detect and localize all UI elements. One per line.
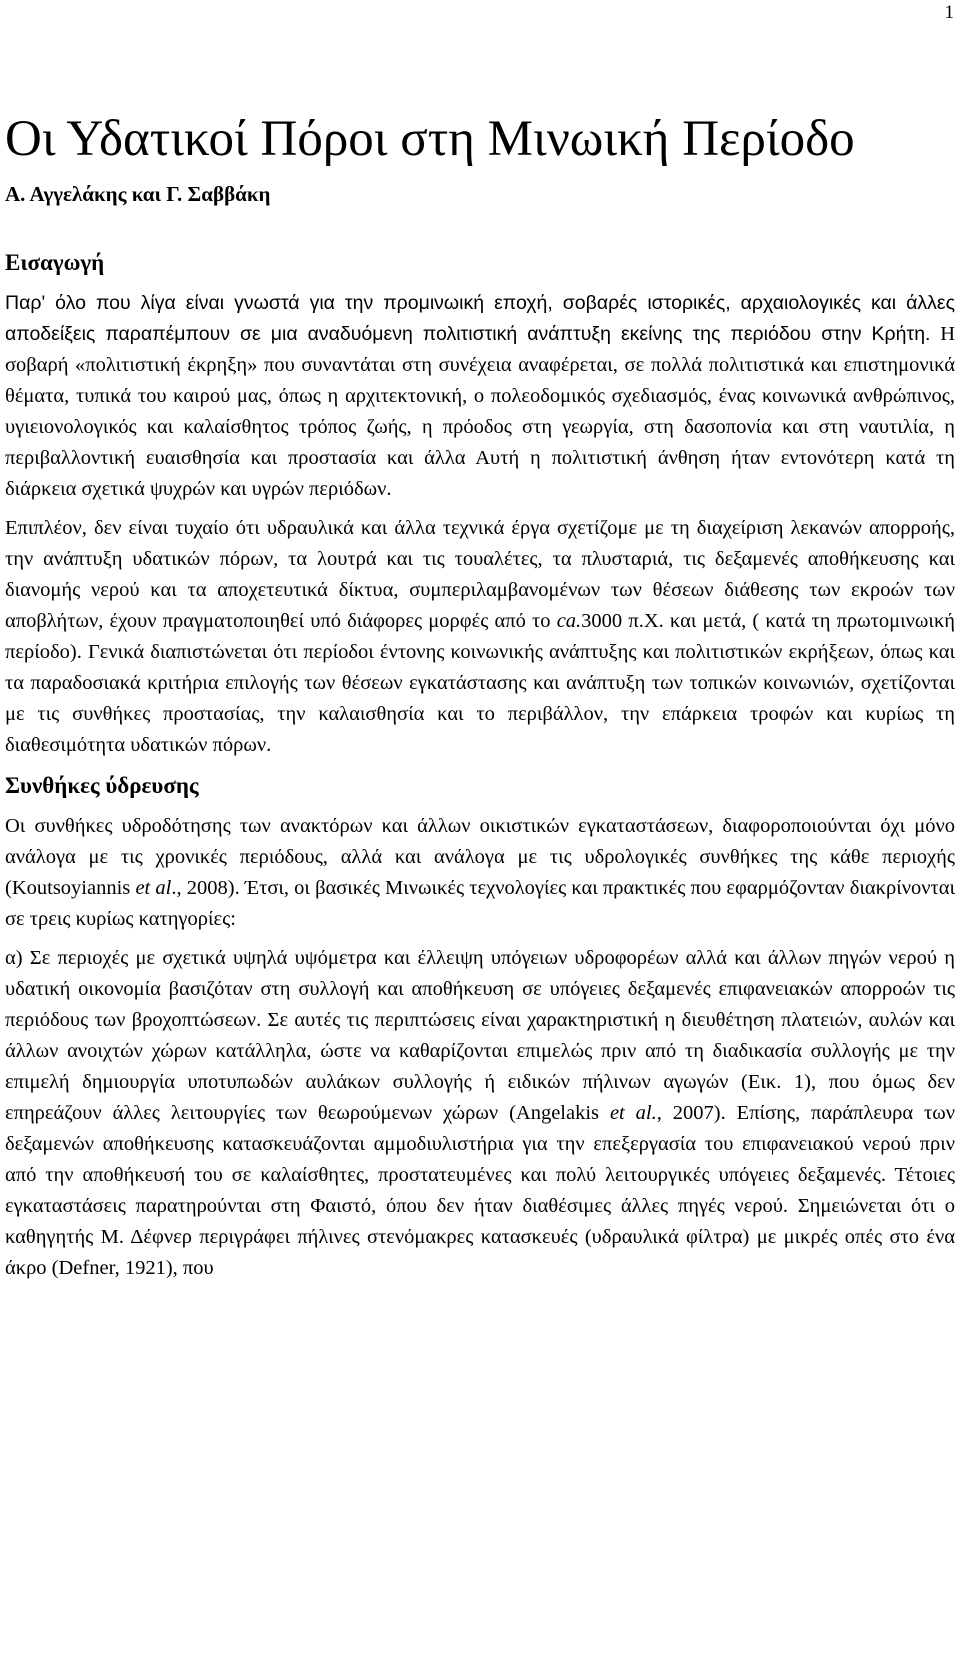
- document-body: [5, 106, 955, 1292]
- paragraph-supply-1-italic: et al: [135, 877, 172, 899]
- paragraph-intro-1: [5, 288, 955, 505]
- paragraph-intro-2-part2: 3000 π.Χ. και μετά, ( κατά τη πρωτομινωική περίοδο). Γενικά διαπιστώνεται ότι περίοδοι έντονης κοινωνικής ανάπτυξης και πολιτιστικών εκρήξεων, όπως και τα παραδοσιακά κριτήρια επιλογής των θέσεων εγκατάστασης και ανάπτυξη των τοπικών κοινωνιών, σχετίζονται με τις συνθήκες προστασίας, την καλαισθησία και το περιβάλλον, την επάρκεια τροφών και κυρίως τη διαθεσιμότητα υδατικών πόρων.: [5, 610, 955, 756]
- paragraph-supply-2: [5, 943, 955, 1284]
- paragraph-intro-1-sans-text: Παρ' όλο που λίγα είναι γνωστά για την προμινωική εποχή, σοβαρές ιστορικές, αρχαιολογικές και άλλες αποδείξεις παραπέμπουν σε μια αναδυόμενη πολιτιστική ανάπτυξη εκείνης της περιόδου στην Κρήτη.: [5, 292, 955, 345]
- page-number: 1: [944, 2, 954, 23]
- paper-authors: Α. Αγγελάκης και Γ. Σαββάκη: [5, 182, 271, 206]
- paragraph-intro-2: [5, 513, 955, 761]
- paragraph-supply-2-italic: et al.: [609, 1102, 657, 1124]
- paper-title: Οι Υδατικοί Πόροι στη Μινωική Περίοδο: [5, 111, 855, 167]
- paragraph-intro-2-italic: ca.: [556, 610, 582, 632]
- paragraph-intro-1-serif-text: Η σοβαρή «πολιτιστική έκρηξη» που συναντάται στη συνέχεια αναφέρεται, σε πολλά πολιτιστικά και επιστημονικά θέματα, τυπικά του καιρού μας, όπως η αρχιτεκτονική, ο πολεοδομικός σχεδιασμός, ένας κοινωνικά ανθρώπινος, υγιειονολογικός και καλαίσθητος τρόπος ζωής, η πρόοδος στη γεωργία, στη δασοπονία και στη ναυτιλία, η περιβαλλοντική ευαισθησία και προστασία και άλλα Αυτή η πολιτιστική άνθηση ήταν εντονότερη κατά τη διάρκεια σχετικά ψυχρών και υγρών περιόδων.: [5, 323, 955, 500]
- paragraph-supply-2-part1: α) Σε περιοχές με σχετικά υψηλά υψόμετρα και έλλειψη υπόγειων υδροφορέων αλλά και άλλων πηγών νερού η υδατική οικονομία βασιζόταν στη συλλογή και αποθήκευση σε υπόγειες δεξαμενές επιφανειακών απορροών τις περιόδους των βροχοπτώσεων. Σε αυτές τις περιπτώσεις είναι χαρακτηριστική η διευθέτηση πλατειών, αυλών και άλλων ανοιχτών χώρων κατάλληλα, ώστε να καθαρίζονται επιμελώς πριν από τη διαδικασία συλλογής με την επιμελή δημιουργία υποτυπωδών αυλάκων συλλογής ή ειδικών πήλινων αγωγών (Εικ. 1), που όμως δεν επηρεάζουν άλλες λειτουργίες των θεωρούμενων χώρων (Angelakis: [5, 947, 955, 1124]
- paragraph-supply-2-part2: , 2007). Επίσης, παράπλευρα των δεξαμενών αποθήκευσης κατασκευάζονται αμμοδιυλιστήρια για την επεξεργασία του επιφανειακού νερού πριν από την αποθήκευσή του σε καλαίσθητες, προστατευμένες και πολύ λειτουργικές υπόγειες δεξαμενές. Τέτοιες εγκαταστάσεις παρατηρούνται στη Φαιστό, όπου δεν ήταν διαθέσιμες άλλες πηγές νερού. Σημειώνεται ότι ο καθηγητής Μ. Δέφνερ περιγράφει πήλινες στενόμακρες κατασκευές (υδραυλικά φίλτρα) με μικρές οπές στο ένα άκρο (Defner, 1921), που: [5, 1102, 955, 1279]
- section-heading-introduction: Εισαγωγή: [5, 250, 105, 275]
- section-heading-water-supply: Συνθήκες ύδρευσης: [5, 773, 199, 798]
- paragraph-supply-1: [5, 811, 955, 935]
- paragraph-supply-1-part2: ., 2008). Έτσι, οι βασικές Μινωικές τεχνολογίες και πρακτικές που εφαρμόζονταν διακρίνονται σε τρεις κυρίως κατηγορίες:: [5, 877, 956, 930]
- paragraph-supply-1-part1: Οι συνθήκες υδροδότησης των ανακτόρων και άλλων οικιστικών εγκαταστάσεων, διαφοροποιούνται όχι μόνο ανάλογα με τις χρονικές περιόδους, αλλά και ανάλογα με τις υδρολογικές συνθήκες της κάθε περιοχής (Koutsoyiannis: [5, 815, 955, 899]
- paragraph-intro-2-part1: Επιπλέον, δεν είναι τυχαίο ότι υδραυλικά και άλλα τεχνικά έργα σχετίζομε με τη διαχείριση λεκανών απορροής, την ανάπτυξη υδατικών πόρων, τα λουτρά και τις τουαλέτες, τα πλυσταριά, τις δεξαμενές αποθήκευσης και διανομής νερού και τα αποχετευτικά δίκτυα, συμπεριλαμβανομένων των θέσεων διάθεσης των εκροών των αποβλήτων, έχουν πραγματοποιηθεί υπό διάφορες μορφές από το: [5, 517, 955, 632]
